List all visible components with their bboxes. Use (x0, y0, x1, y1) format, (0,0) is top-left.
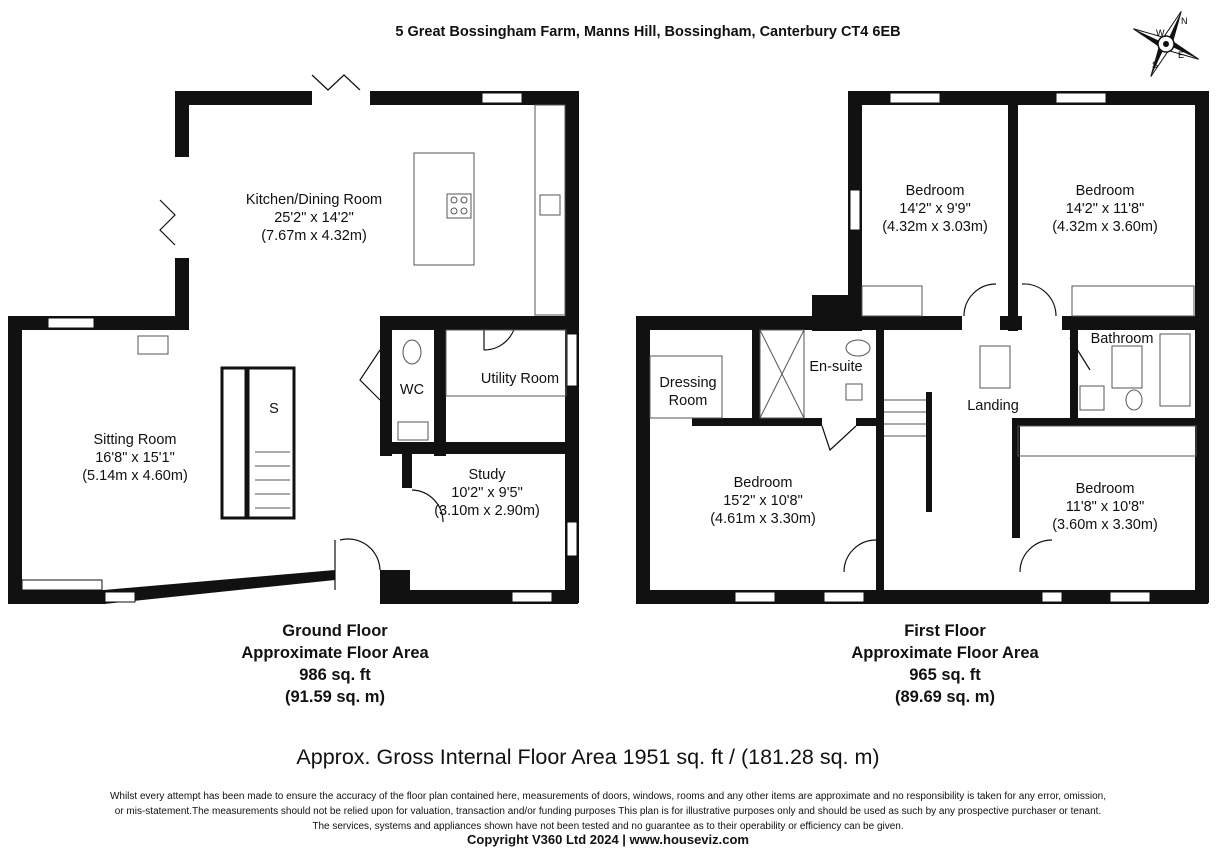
room-bedroom-1 (870, 182, 1000, 236)
room-bedroom-2 (1040, 182, 1170, 236)
room-size-metric: (7.67m x 4.32m) (261, 228, 367, 244)
ground-floor-caption (165, 620, 505, 708)
room-study (422, 466, 552, 520)
compass-w: W (1156, 28, 1165, 38)
room-size-metric: (4.32m x 3.03m) (882, 219, 988, 235)
room-name: En-suite (809, 359, 863, 375)
room-name-line1: Dressing (659, 375, 717, 391)
disclaimer (20, 789, 1196, 834)
room-bathroom (1086, 330, 1158, 348)
room-size-imperial: 16'8" x 15'1" (95, 450, 175, 466)
floor-subtitle: Approximate Floor Area (851, 644, 1039, 662)
room-name: WC (399, 382, 425, 398)
floor-area-sqft: 986 sq. ft (299, 666, 371, 684)
room-size-metric: (3.60m x 3.30m) (1052, 517, 1158, 533)
floor-area-sqm: (91.59 sq. m) (285, 688, 385, 706)
compass-n: N (1181, 16, 1188, 26)
floor-area-sqm: (89.69 sq. m) (895, 688, 995, 706)
room-wc (394, 381, 430, 399)
floor-title: Ground Floor (282, 622, 388, 640)
compass-s: S (1152, 60, 1159, 70)
room-name-line2: Room (668, 393, 708, 409)
room-size-metric: (3.10m x 2.90m) (434, 503, 540, 519)
disclaimer-line: The services, systems and appliances shown have not been tested and no guarantee as to their operability or efficiency can be given. (312, 821, 904, 832)
room-kitchen-dining (244, 191, 384, 245)
room-size-imperial: 14'2" x 11'8" (1065, 201, 1145, 217)
room-sitting-room (70, 431, 200, 485)
room-name: Landing (967, 398, 1019, 414)
floor-area-sqft: 965 sq. ft (909, 666, 981, 684)
room-bedroom-3 (698, 474, 828, 528)
room-size-metric: (4.32m x 3.60m) (1052, 219, 1158, 235)
ground-floor-windows (22, 93, 577, 602)
first-floor-fittings (650, 286, 1196, 456)
floor-subtitle: Approximate Floor Area (241, 644, 429, 662)
room-name: Study (468, 467, 506, 483)
room-size-metric: (5.14m x 4.60m) (82, 468, 188, 484)
first-floor-caption (775, 620, 1115, 708)
room-size-imperial: 25'2" x 14'2" (274, 210, 354, 226)
disclaimer-line: Whilst every attempt has been made to ensure the accuracy of the floor plan contained here, measurements of doors, windows, rooms and any other items are approximate and no responsibility is taken for any error, omission, (109, 791, 1107, 802)
room-size-imperial: 15'2" x 10'8" (723, 493, 803, 509)
disclaimer-line: or mis-statement.The measurements should not be relied upon for valuation, transaction and/or funding purposes This plan is for illustrative purposes only and should be used as such by any prospective purchaser or tenant. (114, 806, 1102, 817)
stairs-label (264, 400, 284, 418)
room-name: Kitchen/Dining Room (245, 192, 383, 208)
room-name: Bedroom (1075, 183, 1135, 199)
room-name: Sitting Room (93, 432, 177, 448)
room-name: S (269, 401, 279, 417)
property-address: 5 Great Bossingham Farm, Manns Hill, Bossingham, Canterbury CT4 6EB (395, 24, 901, 40)
room-size-imperial: 11'8" x 10'8" (1065, 499, 1145, 515)
room-name: Bedroom (733, 475, 793, 491)
room-bedroom-4 (1040, 480, 1170, 534)
room-dressing (654, 374, 722, 410)
room-size-metric: (4.61m x 3.30m) (710, 511, 816, 527)
room-en-suite (804, 358, 868, 376)
room-utility (474, 370, 566, 388)
copyright: Copyright V360 Ltd 2024 | www.houseviz.com (466, 832, 749, 847)
room-name: Utility Room (480, 371, 560, 387)
ground-floor-walls (8, 91, 579, 604)
compass-e: E (1178, 50, 1185, 60)
room-name: Bedroom (1075, 481, 1135, 497)
room-landing (958, 397, 1028, 415)
gross-floor-area: Approx. Gross Internal Floor Area 1951 sq. ft / (181.28 sq. m) (296, 745, 880, 769)
room-name: Bathroom (1090, 331, 1154, 347)
room-name: Bedroom (905, 183, 965, 199)
floor-title: First Floor (904, 622, 986, 640)
ground-floor-plan (8, 75, 579, 604)
room-size-imperial: 14'2" x 9'9" (899, 201, 971, 217)
room-size-imperial: 10'2" x 9'5" (451, 485, 523, 501)
